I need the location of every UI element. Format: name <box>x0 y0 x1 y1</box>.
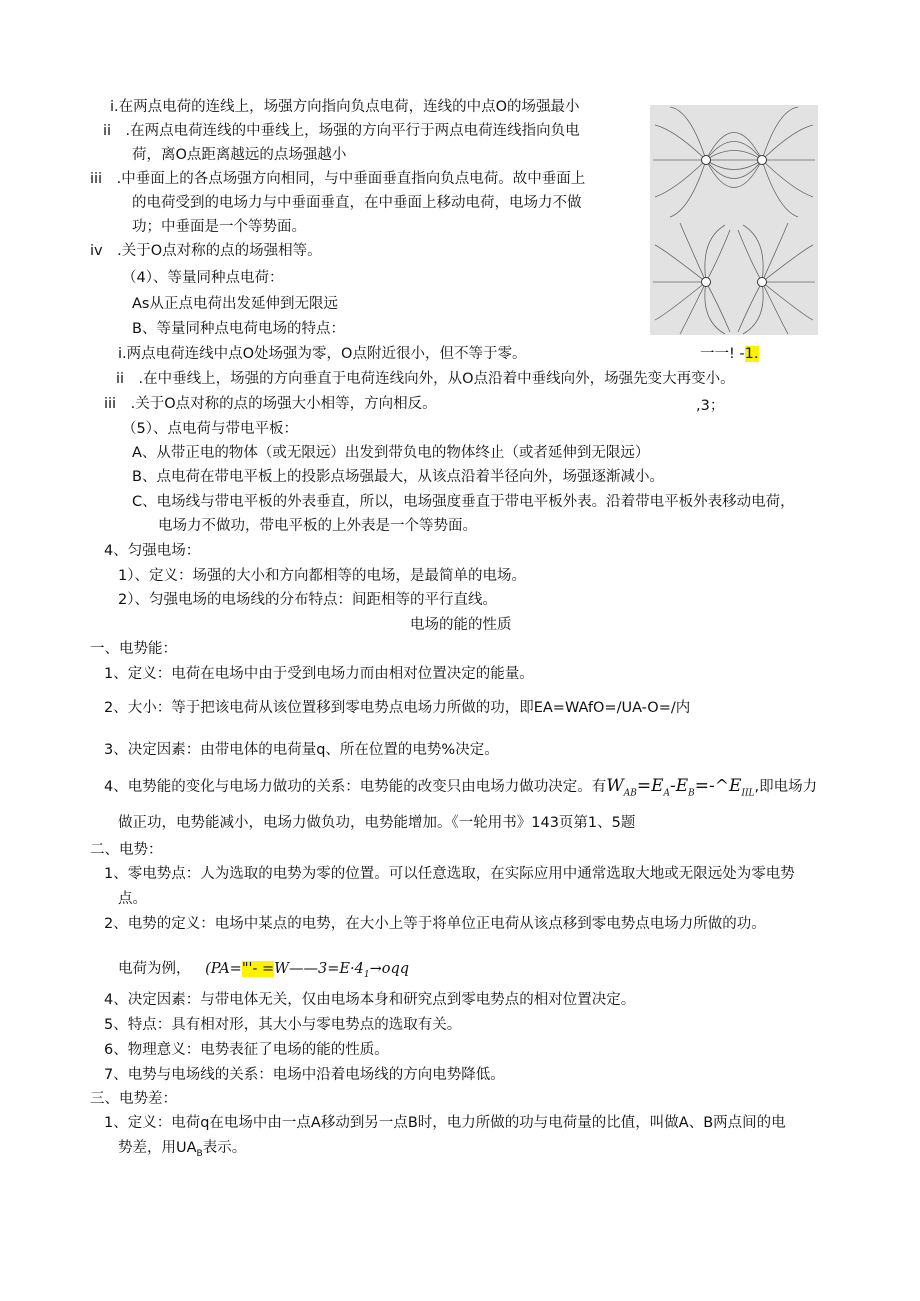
text-line: 7、电势与电场线的关系：电场中沿着电场线的方向电势降低。 <box>104 1067 505 1083</box>
text-line: 1、定义：电荷在电场中由于受到电场力而由相对位置决定的能量。 <box>104 666 534 682</box>
formula-subscript: B <box>688 788 695 799</box>
text-line: C、电场线与带电平板的外表垂直，所以，电场强度垂直于带电平板外表。沿着带电平板外表移动电荷， <box>132 494 795 510</box>
section-heading: 二、电势： <box>90 842 163 858</box>
formula-part: -E <box>670 776 689 796</box>
formula-subscript: 1 <box>363 969 370 980</box>
text-line: 做正功，电势能减小，电场力做负功，电势能增加。《一轮用书》143页第1、5题 <box>118 815 636 831</box>
text-line: iv .关于O点对称的点的场强相等。 <box>90 243 322 259</box>
formula-part: =E <box>636 776 664 796</box>
caption-text: 一一! - <box>700 346 745 362</box>
text-line: 的电荷受到的电场力与中垂面垂直，在中垂面上移动电荷，电场力不做 <box>132 195 582 211</box>
figure-caption: ,3； <box>696 398 725 414</box>
text-line <box>118 959 409 985</box>
text-line: i.在两点电荷的连线上，场强方向指向负点电荷，连线的中点O的场强最小 <box>110 99 580 115</box>
text-span: 表示。 <box>202 1140 247 1156</box>
text-line: 2）、匀强电场的电场线的分布特点：间距相等的平行直线。 <box>118 592 497 608</box>
text-span: 4、电势能的变化与电场力做功的关系：电势能的改变只由电场力做功决定。有 <box>104 779 607 795</box>
section-title: 电场的能的性质 <box>410 617 512 633</box>
formula-subscript: IIL <box>741 788 755 799</box>
text-line: B、等量同种点电荷电场的特点： <box>132 321 345 337</box>
formula-part: →oqq <box>369 961 410 977</box>
formula <box>205 961 410 980</box>
text-line: As从正点电荷出发延伸到无限远 <box>132 296 338 312</box>
formula-subscript: AB <box>623 788 637 799</box>
text-line <box>104 776 817 803</box>
like-charges-field-diagram <box>650 220 818 335</box>
highlighted-mark: 1. <box>744 346 759 362</box>
text-line: i.两点电荷连线中点O处场强为零，O点附近很小，但不等于零。 <box>118 346 527 362</box>
field-lines-figure <box>650 105 818 335</box>
text-line: 荷，离O点距离越远的点场强越小 <box>132 147 347 163</box>
text-line: B、点电荷在带电平板上的投影点场强最大，从该点沿着半径向外，场强逐渐减小。 <box>132 469 664 485</box>
formula-part: W——3=E·4 <box>274 961 364 977</box>
formula-part: =-^E <box>694 776 742 796</box>
text-line: 点。 <box>118 891 147 907</box>
text-line: ii .在中垂线上，场强的方向垂直于电荷连线向外，从O点沿着中垂线向外，场强先变大再变小。 <box>116 371 735 387</box>
formula-part: W <box>606 776 624 796</box>
text-line: 2、大小：等于把该电荷从该位置移到零电势点电场力所做的功，即EA=WAfO=/UA-O=/内 <box>104 700 691 716</box>
text-line: 1、定义：电荷q在电场中由一点A移动到另一点B时，电力所做的功与电荷量的比值，叫做A、B两点间的电 <box>104 1115 786 1131</box>
subscript: B <box>196 1148 203 1159</box>
text-line: iii .中垂面上的各点场强方向相同，与中垂面垂直指向负点电荷。故中垂面上 <box>90 171 586 187</box>
subsection-heading: （4）、等量同种点电荷： <box>122 270 284 286</box>
subsection-heading: 4、匀强电场： <box>104 543 201 559</box>
formula-subscript: A <box>663 788 670 799</box>
text-line: 4、决定因素：与带电体无关，仅由电场本身和研究点到零电势点的相对位置决定。 <box>104 992 636 1008</box>
text-span: ,即电场力 <box>754 779 818 795</box>
text-line: 1）、定义：场强的大小和方向都相等的电场，是最简单的电场。 <box>118 568 526 584</box>
text-line: 1、零电势点：人为选取的电势为零的位置。可以任意选取，在实际应用中通常选取大地或无限远处为零电势 <box>104 866 795 882</box>
text-line: 电场力不做功，带电平板的上外表是一个等势面。 <box>158 518 477 534</box>
figure-caption <box>700 344 759 364</box>
formula <box>606 776 755 799</box>
highlighted-mark: "'- = <box>241 961 275 977</box>
text-line: ii .在两点电荷连线的中垂线上，场强的方向平行于两点电荷连线指向负电 <box>103 123 580 139</box>
text-line: A、从带正电的物体（或无限远）出发到带负电的物体终止（或者延伸到无限远） <box>132 445 650 461</box>
text-line: 5、特点：具有相对形，其大小与零电势点的选取有关。 <box>104 1017 462 1033</box>
text-line <box>118 1138 246 1164</box>
formula-part: (PA= <box>205 961 242 977</box>
text-line: 3、决定因素：由带电体的电荷量q、所在位置的电势%决定。 <box>104 742 499 758</box>
section-heading: 一、电势能： <box>90 641 177 657</box>
text-span: 势差，用UA <box>118 1140 197 1156</box>
text-line: 功；中垂面是一个等势面。 <box>132 219 306 235</box>
opposite-charges-field-diagram <box>650 105 818 220</box>
text-span: 电荷为例， <box>118 961 191 977</box>
section-heading: 三、电势差： <box>90 1091 177 1107</box>
text-line: iii .关于O点对称的点的场强大小相等，方向相反。 <box>104 396 437 412</box>
text-line: 2、电势的定义：电场中某点的电势，在大小上等于将单位正电荷从该点移到零电势点电场力所做的功。 <box>104 916 766 932</box>
text-line: 6、物理意义：电势表征了电场的能的性质。 <box>104 1042 389 1058</box>
subsection-heading: （5）、点电荷与带电平板： <box>122 421 298 437</box>
